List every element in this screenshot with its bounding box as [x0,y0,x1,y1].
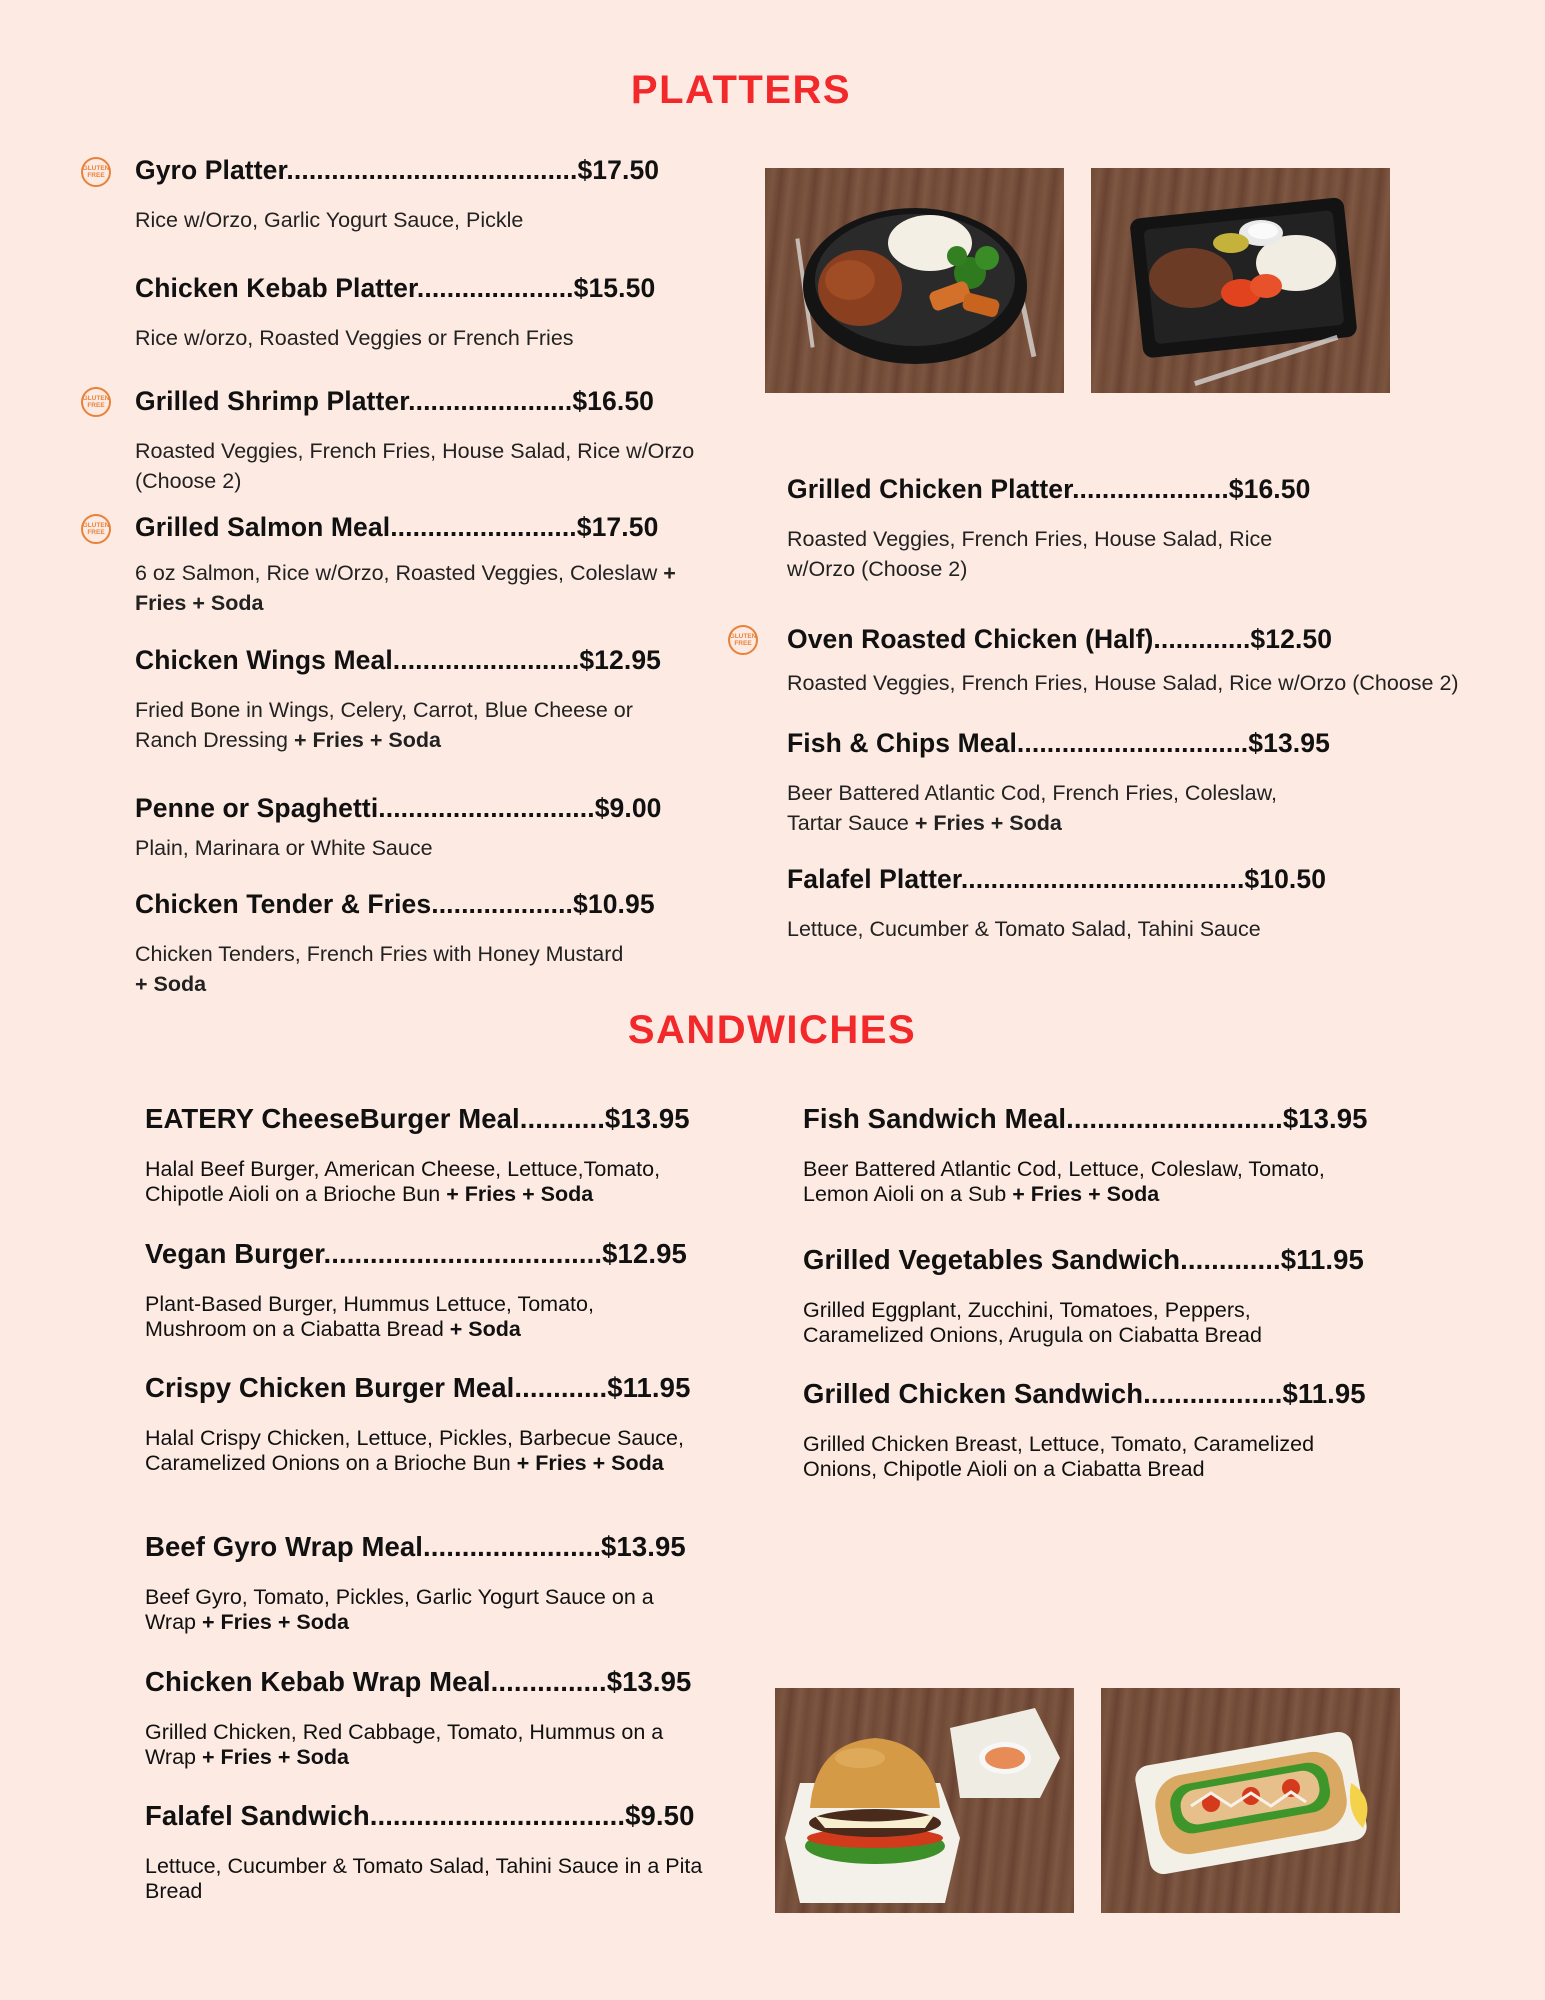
menu-item [135,384,695,496]
gluten-free-icon: GLUTEN FREE [728,625,758,655]
sandwiches-heading: SANDWICHES [627,1008,917,1052]
item-description: Roasted Veggies, French Fries, House Salad, Rice w/Orzo (Choose 2) [787,527,1273,581]
menu-item [135,510,695,618]
item-title: Grilled Chicken Sandwich..................$11.95 [803,1378,1366,1409]
menu-item [145,1665,725,1770]
item-description: Lettuce, Cucumber & Tomato Salad, Tahini Sauce [787,917,1261,941]
item-description: Halal Beef Burger, American Cheese, Lettuce,Tomato, Chipotle Aioli on a Brioche Bun + Fries + Soda [145,1157,661,1206]
item-description: Plant-Based Burger, Hummus Lettuce, Tomato, Mushroom on a Ciabatta Bread + Soda [145,1292,594,1341]
item-title: Crispy Chicken Burger Meal............$11.95 [145,1372,691,1403]
item-title: Penne or Spaghetti.............................$9.00 [135,793,662,823]
item-title: Fish Sandwich Meal............................$13.95 [803,1103,1368,1134]
menu-item [145,1530,725,1635]
item-description: Beef Gyro, Tomato, Pickles, Garlic Yogurt Sauce on a Wrap + Fries + Soda [145,1585,654,1634]
item-title: Chicken Kebab Platter.....................$15.50 [135,273,656,303]
item-title: Vegan Burger....................................$12.95 [145,1238,687,1269]
item-description: Rice w/Orzo, Garlic Yogurt Sauce, Pickle [135,208,524,232]
fish-sandwich-photo [1101,1688,1400,1913]
item-title: Gyro Platter.......................................$17.50 [135,155,660,185]
item-description: Roasted Veggies, French Fries, House Salad, Rice w/Orzo (Choose 2) [787,671,1459,695]
menu-item [145,1102,725,1207]
item-title: Fish & Chips Meal...............................$13.95 [787,728,1330,758]
menu-item [145,1371,725,1476]
menu-item [135,643,695,755]
item-description: Lettuce, Cucumber & Tomato Salad, Tahini Sauce in a Pita Bread [145,1854,703,1903]
item-title: Chicken Wings Meal.........................$12.95 [135,645,661,675]
menu-item [803,1377,1383,1482]
menu-item [787,726,1347,838]
menu-item [787,622,1527,698]
item-description: Grilled Chicken Breast, Lettuce, Tomato, Caramelized Onions, Chipotle Aioli on a Ciabatta Bread [803,1432,1315,1481]
gluten-free-icon: GLUTEN FREE [81,514,111,544]
menu-item [787,472,1347,584]
item-description: Grilled Chicken, Red Cabbage, Tomato, Hummus on a Wrap + Fries + Soda [145,1720,664,1769]
item-description: 6 oz Salmon, Rice w/Orzo, Roasted Veggies, Coleslaw + Fries + Soda [135,561,676,615]
item-title: Grilled Salmon Meal.........................$17.50 [135,512,659,542]
gluten-free-icon: GLUTEN FREE [81,387,111,417]
chicken-platter-photo [765,168,1064,393]
burger-photo [775,1688,1074,1913]
item-description: Grilled Eggplant, Zucchini, Tomatoes, Peppers, Caramelized Onions, Arugula on Ciabatta Bread [803,1298,1262,1347]
menu-item [135,887,705,999]
item-title: Grilled Shrimp Platter......................$16.50 [135,386,654,416]
gyro-platter-photo [1091,168,1390,393]
item-title: Beef Gyro Wrap Meal.......................$13.95 [145,1531,686,1562]
item-title: Grilled Chicken Platter.....................$16.50 [787,474,1311,504]
item-description: Rice w/orzo, Roasted Veggies or French Fries [135,326,574,350]
item-title: EATERY CheeseBurger Meal...........$13.95 [145,1103,690,1134]
item-description: Beer Battered Atlantic Cod, French Fries, Coleslaw, Tartar Sauce + Fries + Soda [787,781,1277,835]
menu-item [135,791,705,863]
menu-item [145,1237,725,1342]
item-description: Chicken Tenders, French Fries with Honey Mustard + Soda [135,942,624,996]
item-description: Roasted Veggies, French Fries, House Salad, Rice w/Orzo (Choose 2) [135,439,695,493]
item-description: Plain, Marinara or White Sauce [135,836,433,860]
item-description: Fried Bone in Wings, Celery, Carrot, Blue Cheese or Ranch Dressing + Fries + Soda [135,698,633,752]
item-description: Beer Battered Atlantic Cod, Lettuce, Coleslaw, Tomato, Lemon Aioli on a Sub + Fries + Soda [803,1157,1325,1206]
item-title: Chicken Kebab Wrap Meal...............$13.95 [145,1666,692,1697]
gluten-free-icon: GLUTEN FREE [81,157,111,187]
menu-item [803,1102,1383,1207]
menu-item [135,271,705,353]
menu-item [145,1799,725,1904]
item-title: Chicken Tender & Fries...................$10.95 [135,889,655,919]
item-title: Falafel Platter......................................$10.50 [787,864,1327,894]
item-title: Falafel Sandwich.................................$9.50 [145,1800,695,1831]
platters-heading: PLATTERS [630,68,852,112]
menu-item [135,153,705,235]
menu-item [787,862,1347,944]
item-title: Grilled Vegetables Sandwich.............$11.95 [803,1244,1364,1275]
menu-item [803,1243,1383,1348]
item-description: Halal Crispy Chicken, Lettuce, Pickles, Barbecue Sauce, Caramelized Onions on a Brioche Bun + Fries + Soda [145,1426,684,1475]
item-title: Oven Roasted Chicken (Half).............$12.50 [787,624,1333,654]
